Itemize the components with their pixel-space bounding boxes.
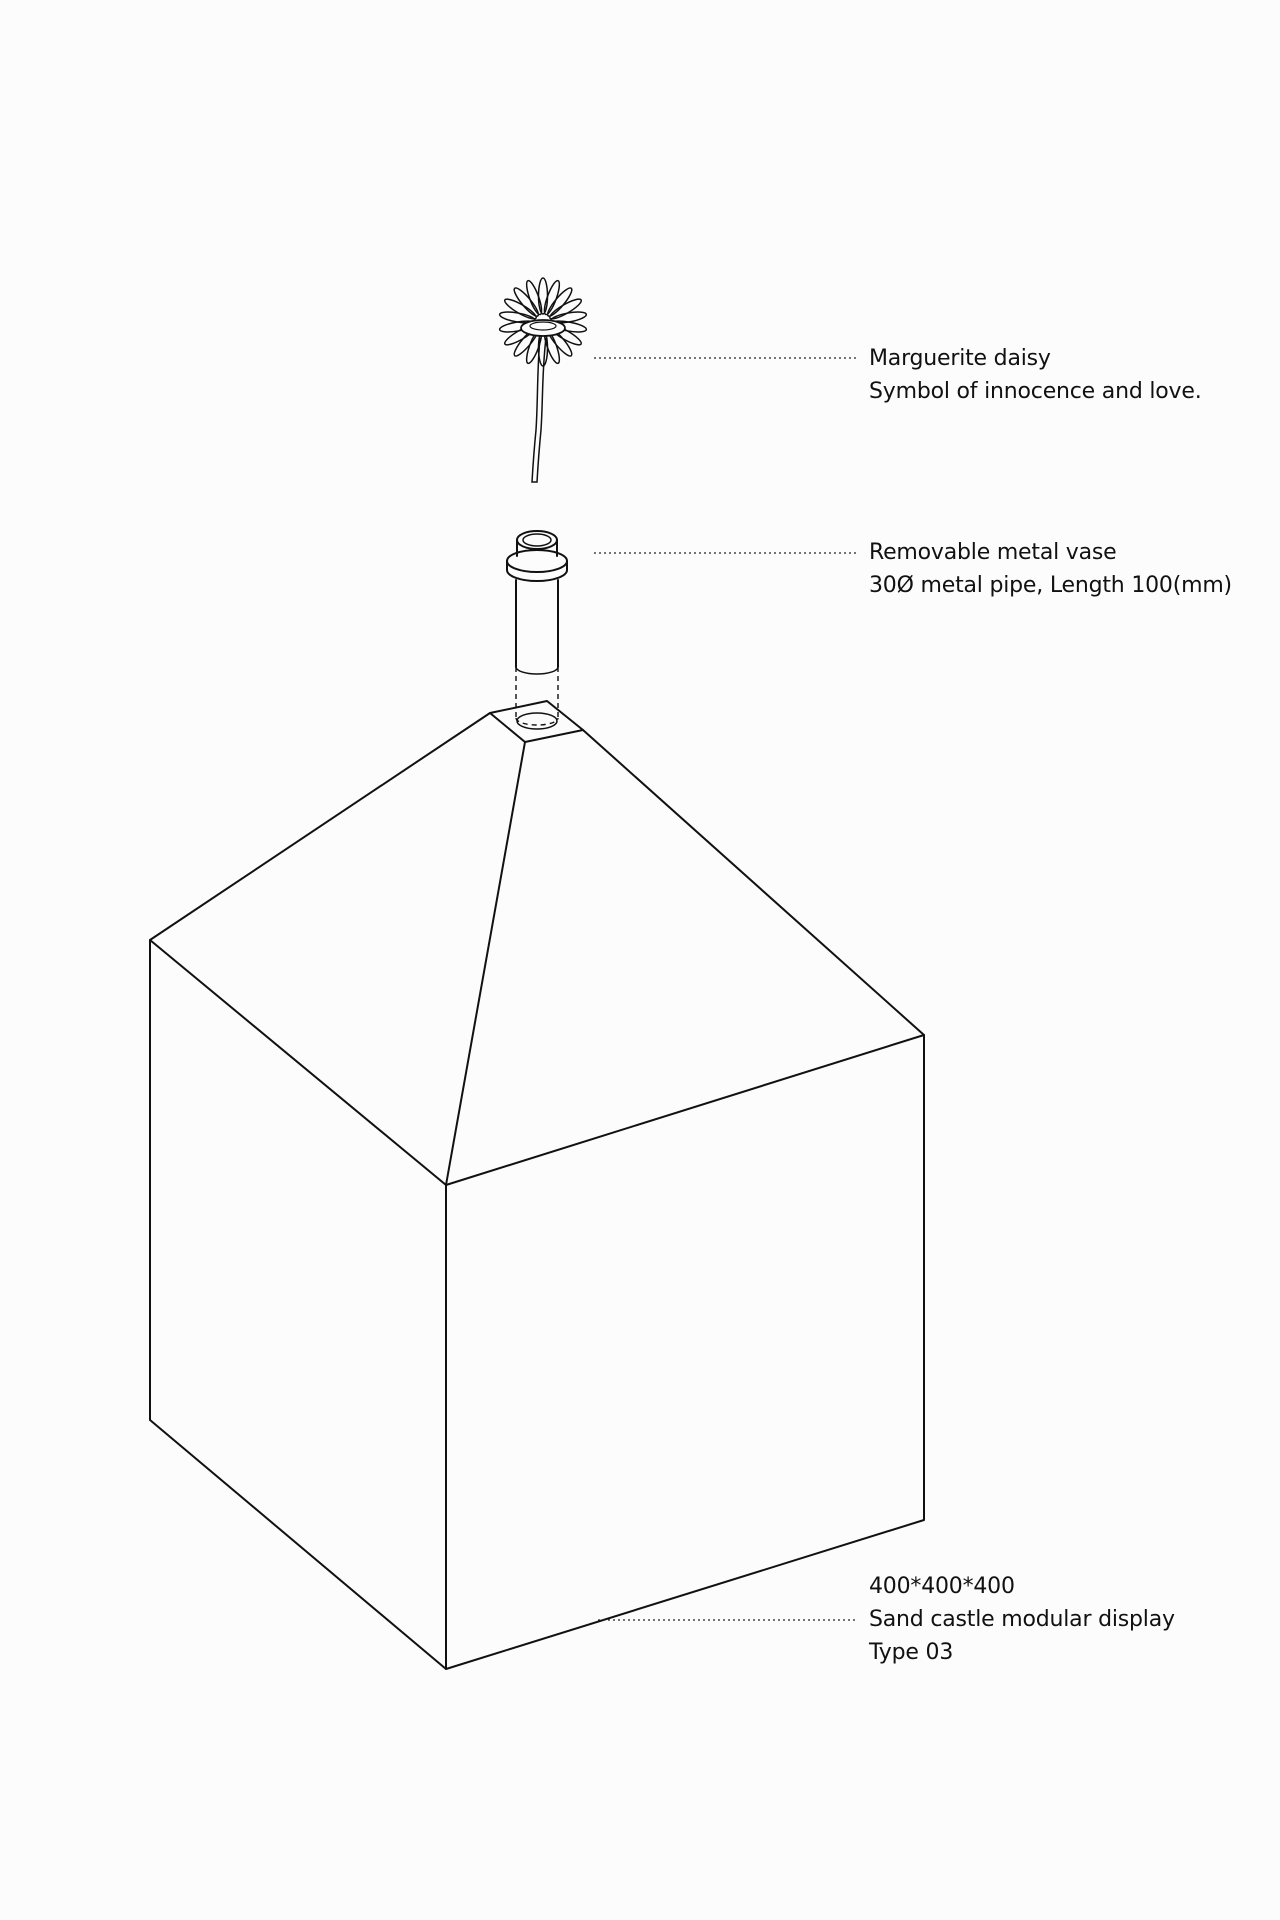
vase-callout [869, 536, 1232, 602]
sand-castle-display [150, 701, 924, 1669]
display-callout-title: Sand castle modular display [869, 1607, 1175, 1632]
display-callout-dimensions: 400*400*400 [869, 1574, 1015, 1599]
daisy-callout-description: Symbol of innocence and love. [869, 379, 1202, 404]
daisy-callout-title: Marguerite daisy [869, 346, 1051, 371]
vase-callout-title: Removable metal vase [869, 540, 1117, 565]
vase-callout-spec: 30Ø metal pipe, Length 100(mm) [869, 573, 1232, 598]
display-callout [869, 1570, 1175, 1669]
daisy-flower [499, 278, 587, 482]
daisy-stem [532, 338, 546, 482]
daisy-callout [869, 342, 1202, 408]
display-callout-type: Type 03 [869, 1640, 954, 1665]
metal-vase [507, 531, 567, 725]
